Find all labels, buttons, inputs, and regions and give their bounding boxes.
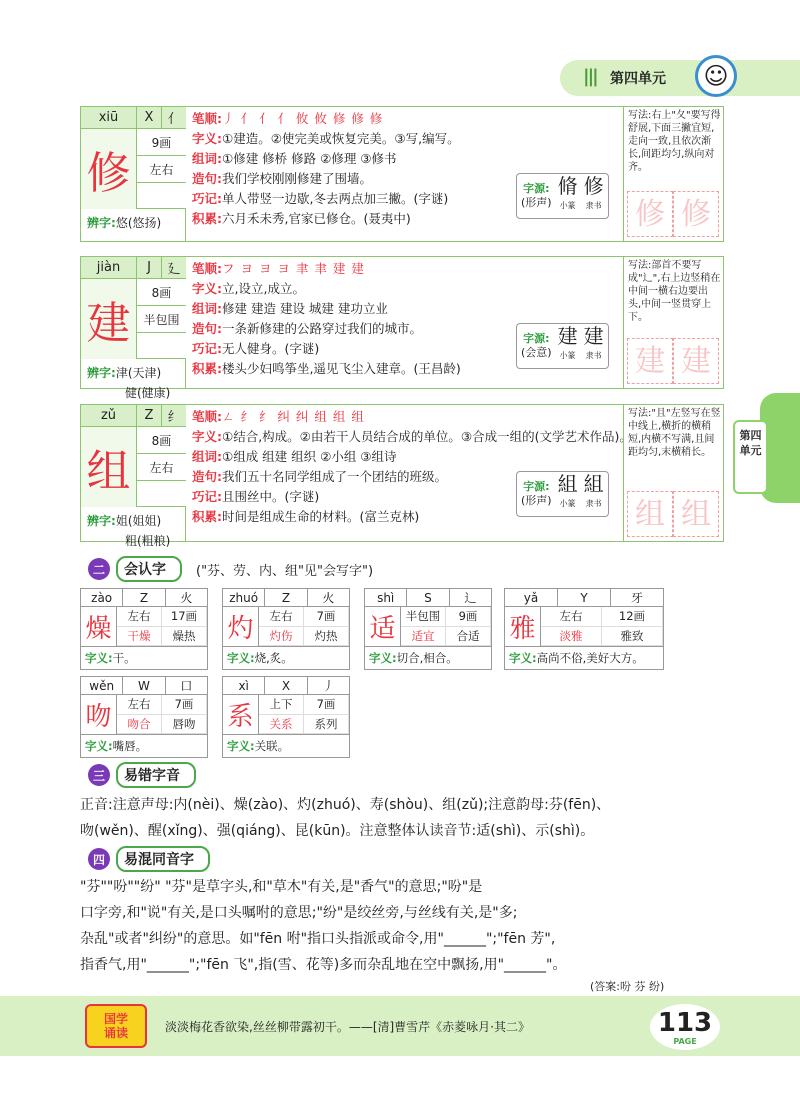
writing-note-text: 写法:部首不要写成"辶",右上边竖稍在中间一横右边要出头,中间一竖贯穿上下。: [628, 260, 721, 323]
pinyin: zào: [81, 589, 123, 606]
detail-text: 一条新修建的公路穿过我们的城市。: [222, 321, 423, 336]
stroke-count: 12画: [602, 607, 663, 627]
clerical-script-char: 組 隶书: [583, 472, 604, 508]
detail-row: [192, 427, 632, 447]
pronunciation-paragraph: [80, 792, 730, 844]
tracing-boxes: [627, 491, 719, 537]
stroke-count: 9画: [137, 129, 186, 156]
radical: 亻: [167, 112, 181, 127]
section-2-header: [88, 556, 373, 582]
meaning: 嘴唇。: [112, 739, 148, 753]
initial: W: [123, 677, 165, 694]
detail-label: 字义:: [192, 131, 222, 146]
detail-text: 时间是组成生命的材料。(富兰克林): [222, 509, 420, 524]
stroke-count: 7画: [304, 607, 349, 627]
pinyin: zhuó: [223, 589, 265, 606]
footer-badge: 国学诵读: [85, 1004, 147, 1048]
stroke-count: 8画: [137, 279, 186, 306]
pronunciation-line: 吻(wěn)、醒(xǐng)、强(qiáng)、昆(kūn)。注意整体认读音节:适(shì)、示(shì)。: [80, 823, 595, 839]
section-number: 二: [88, 558, 110, 580]
bianzi-word: 健(健康): [125, 386, 171, 400]
header-marks: |||: [583, 66, 597, 87]
detail-label: 巧记:: [192, 341, 222, 356]
zi-yuan-label: 字源: (形声): [521, 480, 552, 507]
bianzi-word: 粗(粗粮): [125, 534, 171, 548]
character: 燥: [81, 607, 117, 646]
word: 合适: [446, 627, 491, 647]
detail-label: 巧记:: [192, 191, 222, 206]
word: 系列: [304, 715, 349, 735]
detail-label: 组词:: [192, 151, 222, 166]
tracing-boxes: [627, 191, 719, 237]
section-number: 四: [88, 848, 110, 870]
structure: 左右: [541, 607, 602, 627]
mascot-icon: ☺: [695, 55, 737, 97]
initial: Z: [123, 589, 165, 606]
char-info-column: [81, 257, 186, 400]
tracing-char: 修: [627, 191, 673, 237]
detail-label: 造句:: [192, 321, 222, 336]
clerical-script-char: 建 隶书: [583, 324, 604, 360]
detail-row: [192, 109, 600, 129]
unit-title: 第四单元: [610, 71, 666, 87]
structure: 左右: [137, 156, 186, 183]
pinyin: yǎ: [505, 589, 558, 606]
detail-text: フ ヨ ヨ ヨ 聿 聿 建 建: [222, 261, 365, 276]
recognize-char-card: [80, 676, 208, 758]
section-number: 三: [88, 764, 110, 786]
seal-script-char: 脩 小篆: [557, 174, 578, 210]
structure: 左右: [137, 454, 186, 481]
pinyin: shì: [365, 589, 407, 606]
section-4-header: [88, 846, 210, 872]
char-info-column: [81, 405, 186, 548]
zi-yuan-label: 字源: (会意): [521, 332, 552, 359]
detail-label: 组词:: [192, 301, 222, 316]
detail-text: ①建造。②使完美或恢复完美。③写,编写。: [222, 131, 460, 146]
stroke-count: 8画: [137, 427, 186, 454]
seal-script-char: 組 小篆: [557, 472, 578, 508]
meaning-label: 字义:: [509, 651, 537, 665]
character: 雅: [505, 607, 541, 646]
stroke-count: 17画: [162, 607, 207, 627]
detail-text: ①组成 组建 组织 ②小组 ③组诗: [222, 449, 397, 464]
tracing-boxes: [627, 338, 719, 384]
zi-yuan-box: [516, 471, 609, 517]
pinyin-row: [81, 405, 186, 427]
initial: X: [137, 107, 162, 128]
bianzi-word: [87, 236, 125, 250]
homophone-line: 口字旁,和"说"有关,是口头嘱咐的意思;"纷"是绞丝旁,与丝线有关,是"多;: [80, 905, 518, 921]
word: 雅致: [602, 627, 663, 647]
detail-label: 造句:: [192, 171, 222, 186]
character: 灼: [223, 607, 259, 646]
detail-text: 无人健身。(字谜): [222, 341, 320, 356]
section-title: 会认字: [116, 556, 182, 582]
tracing-char: 建: [673, 338, 719, 384]
detail-label: 笔顺:: [192, 261, 222, 276]
initial: S: [407, 589, 449, 606]
bianzi-word: 津(天津): [115, 366, 162, 380]
detail-text: 单人带竖一边歇,冬去两点加三撇。(字谜): [222, 191, 449, 206]
detail-row: [192, 299, 600, 319]
detail-text: 我们学校刚刚修建了围墙。: [222, 171, 373, 186]
stroke-count: 9画: [446, 607, 491, 627]
section-note: ("芬、劳、内、组"见"会写字"): [196, 563, 374, 579]
detail-text: 六月禾未秀,官家已修仓。(聂夷中): [222, 211, 411, 226]
recognize-char-card: [504, 588, 664, 670]
structure: 左右: [117, 607, 162, 627]
char-card: [80, 256, 724, 400]
char-card: [80, 106, 724, 242]
clerical-script-char: 修 隶书: [583, 174, 604, 210]
radical: 廴: [167, 262, 181, 277]
detail-row: [192, 259, 600, 279]
pinyin: wěn: [81, 677, 123, 694]
section-title: 易混同音字: [116, 846, 210, 872]
detail-text: ㄥ 纟 纟 纠 纠 组 组 组: [222, 409, 365, 424]
footer-quote: 淡淡梅花香欲染,丝丝柳带露初干。——[清]曹雪芹《赤菱咏月·其二》: [165, 1020, 530, 1034]
answer-key: (答案:吩 芬 纷): [590, 980, 665, 993]
initial: Z: [265, 589, 307, 606]
word: 唇吻: [162, 715, 207, 735]
detail-text: ①修建 修桥 修路 ②修理 ③修书: [222, 151, 397, 166]
meaning: 关联。: [254, 739, 290, 753]
character: 系: [223, 695, 259, 734]
section-3-header: [88, 762, 196, 788]
initial: Y: [558, 589, 611, 606]
spacer: [137, 333, 186, 359]
detail-row: [192, 279, 600, 299]
page-label: PAGE: [673, 1037, 697, 1046]
detail-text: 修建 建造 建设 城建 建功立业: [222, 301, 388, 316]
initial: X: [265, 677, 307, 694]
bianzi-word: 姐(姐姐): [115, 514, 162, 528]
radical: 辶: [464, 591, 477, 605]
main-character: 建: [81, 279, 137, 359]
character: 吻: [81, 695, 117, 734]
recognize-char-card: [80, 588, 208, 670]
bianzi-label: 辨字:: [87, 514, 116, 528]
zi-yuan-label: 字源: (形声): [521, 182, 552, 209]
writing-note: [623, 405, 725, 541]
structure: 半包围: [401, 607, 446, 627]
seal-script-char: 建 小篆: [557, 324, 578, 360]
detail-row: [192, 149, 600, 169]
pinyin-row: [81, 107, 186, 129]
detail-label: 积累:: [192, 361, 222, 376]
meaning: 干。: [112, 651, 136, 665]
detail-text: 楼头少妇鸣筝坐,遥见飞尘入建章。(王昌龄): [222, 361, 461, 376]
detail-row: [192, 447, 600, 467]
meaning: 高尚不俗,美好大方。: [536, 651, 644, 665]
word: 干燥: [117, 627, 162, 647]
recognize-char-card: [222, 588, 350, 670]
structure: 左右: [259, 607, 304, 627]
detail-row: [192, 129, 600, 149]
radical: 丿: [322, 679, 335, 693]
section-title: 易错字音: [116, 762, 196, 788]
pinyin: xiū: [81, 107, 137, 128]
pinyin-row: [81, 257, 186, 279]
char-card: [80, 404, 724, 548]
word: 灼伤: [259, 627, 304, 647]
meaning-label: 字义:: [85, 739, 113, 753]
detail-label: 积累:: [192, 509, 222, 524]
meaning-label: 字义:: [369, 651, 397, 665]
initial: Z: [137, 405, 162, 426]
detail-label: 笔顺:: [192, 111, 222, 126]
initial: J: [137, 257, 162, 278]
stroke-count: 7画: [304, 695, 349, 715]
meaning-label: 字义:: [85, 651, 113, 665]
recognize-char-card: [364, 588, 492, 670]
homophone-line: 指香气,用"______";"fēn 飞",指(雪、花等)多而杂乱地在空中飘扬,用"______"。: [80, 957, 567, 973]
detail-label: 字义:: [192, 429, 222, 444]
structure: 上下: [259, 695, 304, 715]
zi-yuan-box: [516, 323, 609, 369]
word: 燥热: [162, 627, 207, 647]
bianzi-word: 悠(悠扬): [115, 216, 162, 230]
spacer: [137, 481, 186, 507]
spacer: [137, 183, 186, 209]
bianzi: [81, 359, 186, 407]
detail-label: 积累:: [192, 211, 222, 226]
tracing-char: 组: [673, 491, 719, 537]
word: 关系: [259, 715, 304, 735]
stroke-count: 7画: [162, 695, 207, 715]
main-character: 修: [81, 129, 137, 209]
radical: 纟: [167, 410, 181, 425]
pronunciation-line: 正音:注意声母:内(nèi)、燥(zào)、灼(zhuó)、寿(shòu)、组(zǔ);注意韵母:芬(fēn)、: [80, 797, 611, 813]
main-character: 组: [81, 427, 137, 507]
radical: 火: [322, 591, 335, 605]
bianzi-label: 辨字:: [87, 366, 116, 380]
character: 适: [365, 607, 401, 646]
bianzi-label: 辨字:: [87, 216, 116, 230]
homophone-line: "芬""吩""纷" "芬"是草字头,和"草木"有关,是"香气"的意思;"吩"是: [80, 879, 483, 895]
page-number: [650, 1004, 720, 1050]
homophone-paragraph: [80, 874, 730, 978]
detail-label: 巧记:: [192, 489, 222, 504]
char-info-column: [81, 107, 186, 241]
radical: 口: [180, 679, 193, 693]
word: 淡雅: [541, 627, 602, 647]
radical: 牙: [630, 591, 643, 605]
structure: 半包围: [137, 306, 186, 333]
detail-text: 丿 亻 亻 亻 攸 攸 修 修 修: [222, 111, 384, 126]
detail-label: 组词:: [192, 449, 222, 464]
detail-label: 造句:: [192, 469, 222, 484]
tracing-char: 建: [627, 338, 673, 384]
writing-note: [623, 107, 725, 241]
meaning-label: 字义:: [227, 651, 255, 665]
bianzi: [81, 209, 186, 257]
detail-label: 笔顺:: [192, 409, 222, 424]
pinyin: xì: [223, 677, 265, 694]
zi-yuan-box: [516, 173, 609, 219]
writing-note-text: 写法:右上"夂"要写得舒展,下面三撇宜短,走向一致,且依次渐长,间距均匀,纵向对齐。: [628, 110, 721, 173]
writing-note: [623, 257, 725, 388]
homophone-line: 杂乱"或者"纠纷"的意思。如"fēn 咐"指口头指派或命令,用"______";"fēn 芳",: [80, 931, 556, 947]
detail-text: 我们五十名同学组成了一个团结的班级。: [222, 469, 448, 484]
writing-note-text: 写法:"且"左竖写在竖中线上,横折的横稍短,内横不写满,且间距均匀,末横稍长。: [628, 408, 721, 458]
radical: 火: [180, 591, 193, 605]
word: 灼热: [304, 627, 349, 647]
word: 吻合: [117, 715, 162, 735]
detail-text: 立,设立,成立。: [222, 281, 305, 296]
tracing-char: 组: [627, 491, 673, 537]
side-tab-label: 第四单元: [733, 420, 768, 494]
tracing-char: 修: [673, 191, 719, 237]
meaning: 烧,炙。: [254, 651, 293, 665]
word: 适宜: [401, 627, 446, 647]
meaning: 切合,相合。: [396, 651, 458, 665]
pinyin: zǔ: [81, 405, 137, 426]
detail-text: ①结合,构成。②由若干人员结合成的单位。③合成一组的(文学艺术作品)。: [222, 429, 632, 444]
meaning-label: 字义:: [227, 739, 255, 753]
detail-label: 字义:: [192, 281, 222, 296]
structure: 左右: [117, 695, 162, 715]
pinyin: jiàn: [81, 257, 137, 278]
recognize-char-card: [222, 676, 350, 758]
detail-text: 且围丝中。(字谜): [222, 489, 320, 504]
bianzi: [81, 507, 186, 555]
detail-row: [192, 407, 600, 427]
page-number-value: 113: [657, 1008, 713, 1038]
